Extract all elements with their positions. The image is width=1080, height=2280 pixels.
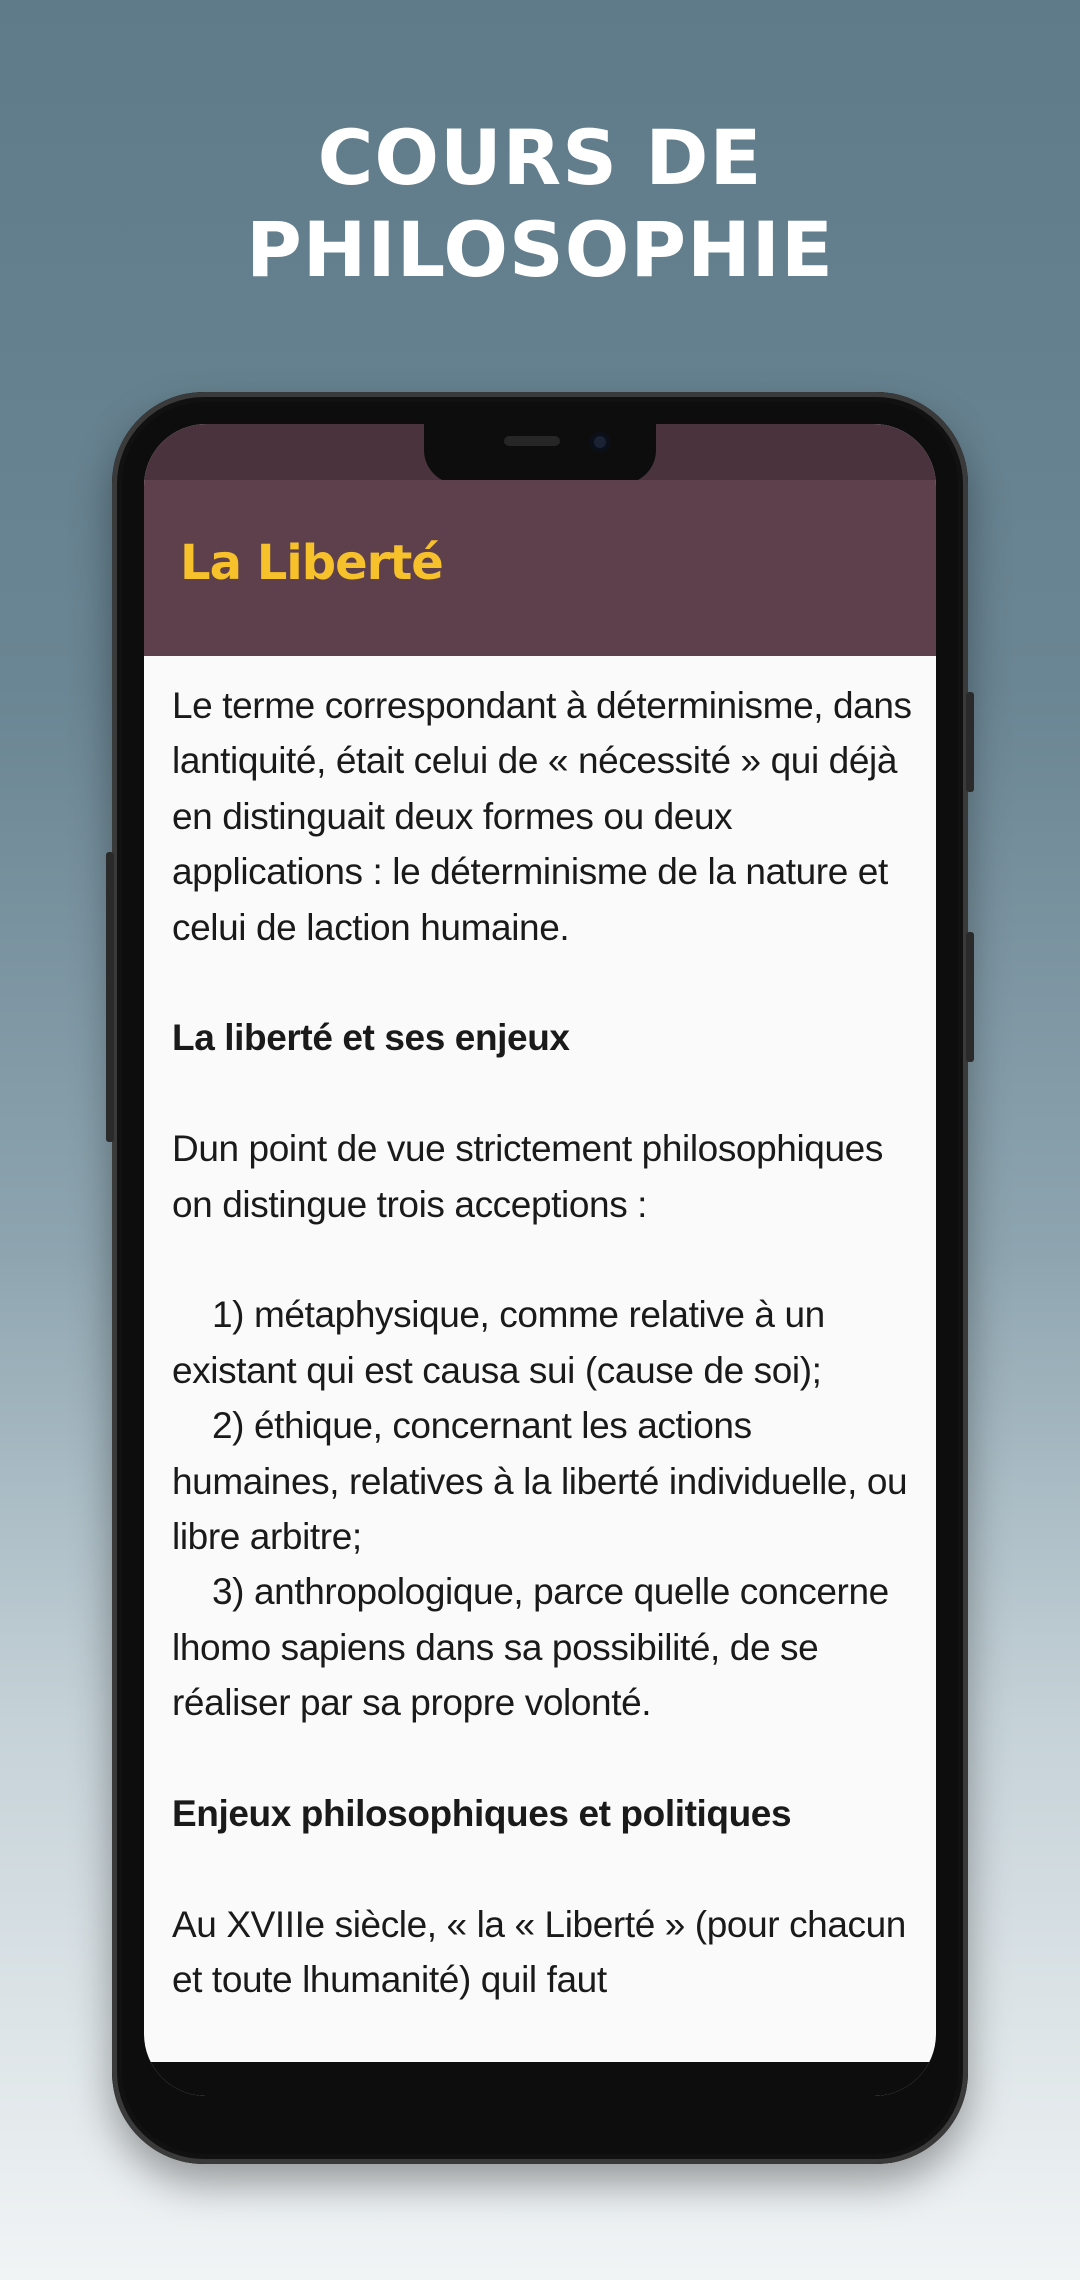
article-paragraph: Au XVIIIe siècle, « la « Liberté » (pour chacun et toute lhumanité) quil faut xyxy=(172,1903,906,2001)
phone-side-button xyxy=(966,692,974,792)
promo-title-line-2: PHILOSOPHIE xyxy=(246,205,834,294)
spacer xyxy=(172,1731,912,1786)
phone-frame xyxy=(112,392,968,2164)
phone-notch xyxy=(424,424,656,484)
phone-power-button xyxy=(966,932,974,1062)
spacer xyxy=(172,955,912,1010)
list-item-text: 2) éthique, concernant les actions humaines, relatives à la liberté individuelle, ou libre arbitre; xyxy=(172,1405,908,1558)
list-item xyxy=(172,1398,912,1564)
section-heading: La liberté et ses enjeux xyxy=(172,1017,570,1059)
spacer xyxy=(172,1841,912,1896)
article-intro: Le terme correspondant à déterminisme, dans lantiquité, était celui de « nécessité » qui déjà en distinguait deux formes ou deux applications : le déterminisme de la nature et celui de laction humaine. xyxy=(172,685,912,948)
article-content[interactable] xyxy=(172,656,912,2096)
spacer xyxy=(172,1232,912,1287)
phone-screen xyxy=(144,424,936,2096)
speaker-grille-icon xyxy=(504,436,560,446)
promo-title-line-1: COURS DE xyxy=(317,113,763,202)
front-camera-icon xyxy=(590,432,610,452)
app-bar xyxy=(144,480,936,656)
phone-volume-button xyxy=(106,932,114,1142)
screen-bottom-bezel xyxy=(144,2062,936,2096)
phone-side-button xyxy=(106,852,114,942)
promo-title xyxy=(0,112,1080,296)
list-item-text: 3) anthropologique, parce quelle concerne lhomo sapiens dans sa possibilité, de se réaliser par sa propre volonté. xyxy=(172,1571,889,1724)
list-item-text: 1) métaphysique, comme relative à un existant qui est causa sui (cause de soi); xyxy=(172,1294,825,1391)
spacer xyxy=(172,1066,912,1121)
list-item xyxy=(172,1564,912,1730)
list-item xyxy=(172,1287,912,1398)
section-heading: Enjeux philosophiques et politiques xyxy=(172,1793,792,1835)
article-paragraph: Dun point de vue strictement philosophiques on distingue trois acceptions : xyxy=(172,1128,883,1225)
page-title: La Liberté xyxy=(180,535,443,591)
